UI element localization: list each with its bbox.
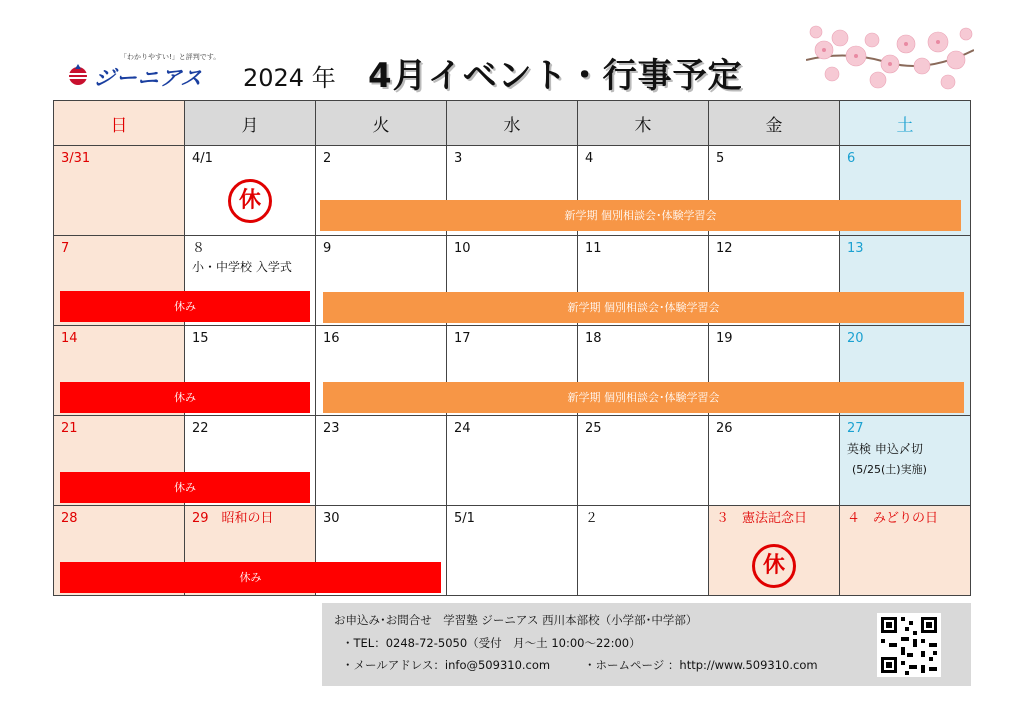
title-year: 2024 年 (243, 64, 336, 92)
day-cell (447, 416, 578, 506)
day-number: 17 (454, 331, 471, 346)
weekday-tuesday: 火 (316, 101, 447, 146)
weekday-thursday: 木 (578, 101, 709, 146)
day-number: 15 (192, 331, 209, 346)
cherry-blossom-image (806, 20, 974, 98)
day-number: ３ 憲法記念日 (716, 511, 808, 526)
day-cell (316, 416, 447, 506)
event-bar-consultation: 新学期 個別相談会･体験学習会 (323, 382, 964, 413)
contact-heading: お申込み･お問合せ 学習塾 ジーニアス 西川本部校（小学部･中学部） (334, 613, 698, 627)
day-number: 5 (716, 151, 725, 166)
day-number: 11 (585, 241, 602, 256)
day-number: 4/1 (192, 151, 213, 166)
day-number: 26 (716, 421, 733, 436)
qr-code-icon (877, 613, 941, 677)
event-bar-consultation: 新学期 個別相談会･体験学習会 (320, 200, 961, 231)
weekday-monday: 月 (185, 101, 316, 146)
event-bar-holiday: 休み (60, 382, 310, 413)
closed-mark: 休 (752, 544, 796, 588)
day-number: 3 (454, 151, 463, 166)
day-number: 23 (323, 421, 340, 436)
day-number: 2 (323, 151, 332, 166)
day-number: 21 (61, 421, 78, 436)
day-cell (185, 146, 316, 236)
weekday-sunday: 日 (54, 101, 185, 146)
day-number: 5/1 (454, 511, 475, 526)
event-bar-holiday: 休み (60, 562, 441, 593)
day-number: 19 (716, 331, 733, 346)
day-note: 英検 申込〆切 (847, 442, 923, 456)
day-number: 16 (323, 331, 340, 346)
contact-phone: ・TEL：0248-72-5050（受付 月～土 10:00～22:00） (342, 636, 641, 650)
day-number: 22 (192, 421, 209, 436)
weekday-saturday: 土 (840, 101, 971, 146)
day-number: 27 (847, 421, 864, 436)
weekday-friday: 金 (709, 101, 840, 146)
day-number: 7 (61, 241, 70, 256)
day-cell (447, 506, 578, 596)
closed-mark: 休 (228, 179, 272, 223)
day-number: 13 (847, 241, 864, 256)
contact-website: ・ホームページ ：http://www.509310.com (584, 658, 818, 672)
page-title: 4月イベント・行事予定 (368, 56, 743, 96)
day-number: 3/31 (61, 151, 91, 166)
event-bar-consultation: 新学期 個別相談会･体験学習会 (323, 292, 964, 323)
day-cell (54, 146, 185, 236)
day-number: 30 (323, 511, 340, 526)
day-number: 29 昭和の日 (192, 511, 274, 526)
day-cell (840, 506, 971, 596)
day-number: ４ みどりの日 (847, 511, 939, 526)
day-number: ２ (585, 511, 599, 526)
day-number: ８ (192, 241, 206, 256)
day-cell (840, 416, 971, 506)
event-bar-holiday: 休み (60, 472, 310, 503)
day-number: 6 (847, 151, 856, 166)
day-number: 10 (454, 241, 471, 256)
day-number: 25 (585, 421, 602, 436)
weekday-wednesday: 水 (447, 101, 578, 146)
day-cell (578, 506, 709, 596)
day-number: 18 (585, 331, 602, 346)
weekday-header-row (54, 101, 971, 146)
day-number: 9 (323, 241, 332, 256)
event-bar-holiday: 休み (60, 291, 310, 322)
day-note: 小・中学校 入学式 (192, 260, 292, 274)
calendar-grid (53, 100, 971, 596)
day-number: 24 (454, 421, 471, 436)
logo-mark-icon (64, 64, 92, 86)
day-cell (578, 416, 709, 506)
logo-tagline: 「わかりやすい!」と評判です。 (120, 53, 221, 61)
day-number: 20 (847, 331, 864, 346)
day-number: 14 (61, 331, 78, 346)
day-number: 4 (585, 151, 594, 166)
school-logo (60, 50, 220, 90)
logo-name: ジーニアス (92, 66, 205, 90)
day-number: 12 (716, 241, 733, 256)
contact-email: ・メールアドレス：info@509310.com (342, 658, 551, 672)
day-note-sub: (5/25(土)実施) (852, 463, 927, 476)
day-cell (709, 506, 840, 596)
day-cell (709, 416, 840, 506)
contact-footer (322, 603, 971, 686)
day-number: 28 (61, 511, 78, 526)
